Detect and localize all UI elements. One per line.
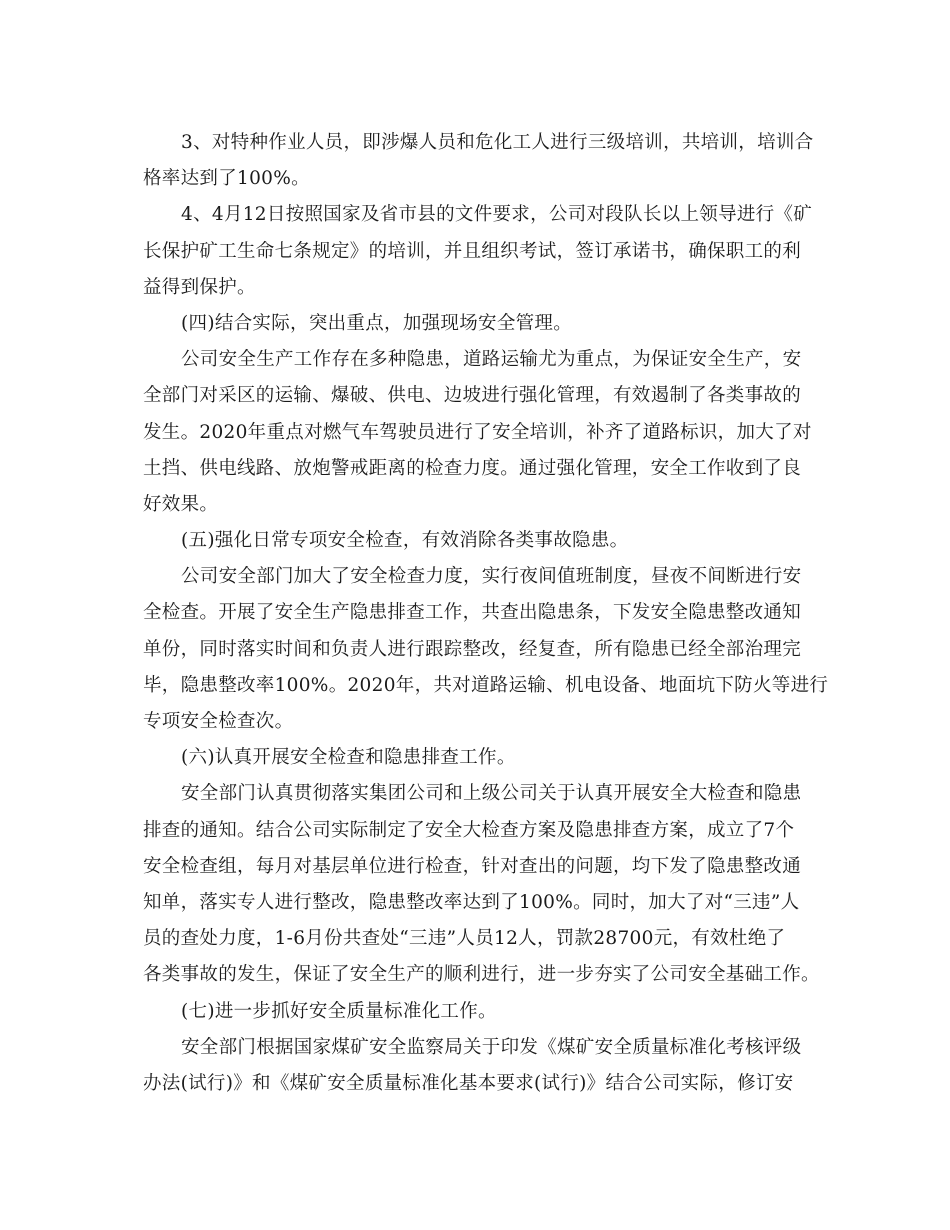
- text-line: 办法(试行)》和《煤矿安全质量标准化基本要求(试行)》结合公司实际，修订安: [143, 1072, 794, 1094]
- text-line: (六)认真开展安全检查和隐患排查工作。: [181, 747, 516, 769]
- text-line: 4、4月12日按照国家及省市县的文件要求，公司对段队长以上领导进行《矿: [181, 204, 813, 226]
- text-line: 各类事故的发生，保证了安全生产的顺利进行，进一步夯实了公司安全基础工作。: [143, 964, 820, 986]
- text-line: 专项安全检查次。: [143, 711, 294, 732]
- document-body: [143, 125, 829, 1102]
- text-line: (四)结合实际，突出重点，加强现场安全管理。: [181, 312, 573, 334]
- text-line: 单份，同时落实时间和负责人进行跟踪整改，经复查，所有隐患已经全部治理完: [143, 638, 802, 660]
- text-line: 知单，落实专人进行整改，隐患整改率达到了100%。同时，加大了对“三违”人: [143, 891, 800, 913]
- text-line: 排查的通知。结合公司实际制定了安全大检查方案及隐患排查方案，成立了7个: [143, 819, 795, 841]
- text-line: 公司安全部门加大了安全检查力度，实行夜间值班制度，昼夜不间断进行安: [181, 566, 802, 588]
- text-line: 格率达到了100%。: [143, 168, 310, 190]
- text-line: 员的查处力度，1-6月份共查处“三违”人员12人，罚款28700元，有效杜绝了: [143, 928, 786, 950]
- text-line: 安全部门根据国家煤矿安全监察局关于印发《煤矿安全质量标准化考核评级: [181, 1036, 802, 1058]
- text-line: 全检查。开展了安全生产隐患排查工作，共查出隐患条，下发安全隐患整改通知: [143, 602, 802, 624]
- text-line: 长保护矿工生命七条规定》的培训，并且组织考试，签订承诺书，确保职工的利: [143, 240, 802, 262]
- text-line: 3、对特种作业人员，即涉爆人员和危化工人进行三级培训，共培训，培训合: [181, 132, 814, 153]
- text-line: 安全部门认真贯彻落实集团公司和上级公司关于认真开展安全大检查和隐患: [181, 783, 802, 805]
- text-line: (七)进一步抓好安全质量标准化工作。: [181, 1000, 497, 1022]
- text-line: 益得到保护。: [143, 276, 256, 298]
- text-line: 土挡、供电线路、放炮警戒距离的检查力度。通过强化管理，安全工作收到了良: [143, 457, 802, 479]
- text-line: 安全检查组，每月对基层单位进行检查，针对查出的问题，均下发了隐患整改通: [143, 855, 802, 877]
- text-line: 发生。2020年重点对燃气车驾驶员进行了安全培训，补齐了道路标识，加大了对: [143, 421, 812, 443]
- text-line: 公司安全生产工作存在多种隐患，道路运输尤为重点，为保证安全生产，安: [181, 349, 802, 371]
- text-line: (五)强化日常专项安全检查，有效消除各类事故隐患。: [181, 530, 629, 552]
- text-line: 好效果。: [143, 493, 219, 515]
- text-line: 毕，隐患整改率100%。2020年，共对道路运输、机电设备、地面坑下防火等进行: [143, 674, 829, 696]
- text-line: 全部门对采区的运输、爆破、供电、边坡进行强化管理，有效遏制了各类事故的: [143, 385, 802, 407]
